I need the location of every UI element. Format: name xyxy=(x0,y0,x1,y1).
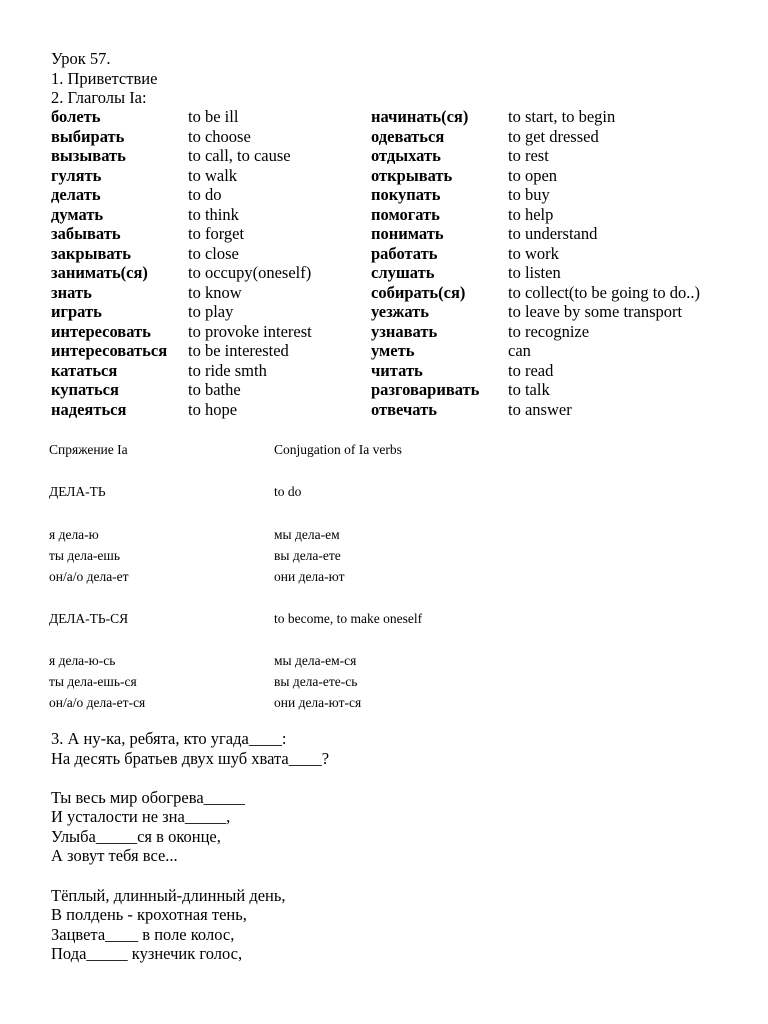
verb1-singular-3: он/а/о дела-ет xyxy=(49,569,129,584)
vocab-ru-right: отдыхать xyxy=(371,146,441,165)
riddle2-line4: А зовут тебя все... xyxy=(51,846,178,865)
vocab-en-right: can xyxy=(508,341,531,360)
vocab-en-left: to know xyxy=(188,282,242,302)
vocab-ru-left: думать xyxy=(51,204,104,224)
vocab-row xyxy=(51,361,741,381)
vocab-en-left: to hope xyxy=(188,399,238,419)
vocab-en-right: to buy xyxy=(508,185,550,204)
section-greeting: 1. Приветствие xyxy=(51,69,158,88)
verb2-singular-2: ты дела-ешь-ся xyxy=(49,674,137,689)
vocabulary-table xyxy=(51,107,741,419)
verb1-singular-1: я дела-ю xyxy=(49,527,99,542)
vocab-ru-right: одеваться xyxy=(371,126,445,146)
vocab-row xyxy=(51,224,741,244)
vocab-ru-left: гулять xyxy=(51,165,102,185)
vocab-row xyxy=(51,341,741,361)
lesson-title: Урок 57. xyxy=(51,49,111,68)
vocab-en-left: to forget xyxy=(188,224,245,243)
verb1-translation: to do xyxy=(274,484,302,499)
vocab-row xyxy=(51,380,741,400)
vocab-ru-right: начинать(ся) xyxy=(371,107,469,126)
section-verbs-heading: 2. Глаголы Ia: xyxy=(51,88,147,107)
verb2-translation: to become, to make oneself xyxy=(274,611,423,626)
vocab-en-left: to play xyxy=(188,302,234,321)
vocab-en-right: to rest xyxy=(508,146,549,165)
vocab-ru-right: слушать xyxy=(371,263,435,282)
vocab-en-left: to choose xyxy=(188,126,251,146)
vocab-ru-left: интересовать xyxy=(51,321,151,341)
vocab-row xyxy=(51,107,741,127)
verb1-singular-2: ты дела-ешь xyxy=(49,548,120,563)
vocab-en-right: to read xyxy=(508,360,554,380)
vocab-ru-left: занимать(ся) xyxy=(51,263,148,282)
vocab-ru-right: помогать xyxy=(371,204,440,224)
vocab-ru-left: играть xyxy=(51,302,102,321)
vocab-ru-left: надеяться xyxy=(51,399,127,419)
vocab-ru-right: покупать xyxy=(371,185,441,204)
vocab-en-left: to walk xyxy=(188,165,238,185)
vocab-ru-right: разговаривать xyxy=(371,380,480,399)
verb1-plural-1: мы дела-ем xyxy=(274,527,340,542)
vocab-ru-left: интересоваться xyxy=(51,341,168,360)
vocab-en-right: to answer xyxy=(508,399,572,419)
vocab-ru-right: собирать(ся) xyxy=(371,282,466,302)
riddle1-line2: На десять братьев двух шуб хвата____? xyxy=(51,749,330,768)
vocab-ru-right: читать xyxy=(371,360,423,380)
vocab-row xyxy=(51,205,741,225)
vocab-row xyxy=(51,322,741,342)
verb2-singular-3: он/а/о дела-ет-ся xyxy=(49,695,146,710)
vocab-ru-right: работать xyxy=(371,243,438,263)
vocab-row xyxy=(51,244,741,264)
conjugation-title-en: Conjugation of Ia verbs xyxy=(274,442,402,457)
vocab-en-right: to understand xyxy=(508,224,598,243)
vocab-row xyxy=(51,166,741,186)
vocab-en-right: to help xyxy=(508,204,554,224)
conjugation-title-ru: Спряжение Ia xyxy=(49,442,128,457)
vocab-ru-left: закрывать xyxy=(51,243,132,263)
vocab-en-right: to get dressed xyxy=(508,126,599,146)
verb1-plural-2: вы дела-ете xyxy=(274,548,341,563)
vocab-en-right: to start, to begin xyxy=(508,107,616,126)
riddle3-line1: Тёплый, длинный-длинный день, xyxy=(51,886,286,905)
vocab-row xyxy=(51,263,741,283)
verb2-plural-1: мы дела-ем-ся xyxy=(274,653,357,668)
vocab-ru-left: кататься xyxy=(51,360,118,380)
vocab-en-left: to occupy(oneself) xyxy=(188,263,312,282)
vocab-en-left: to be ill xyxy=(188,107,239,126)
vocab-ru-right: уметь xyxy=(371,341,415,360)
vocab-en-left: to provoke interest xyxy=(188,321,312,341)
verb2-infinitive: ДЕЛА-ТЬ-СЯ xyxy=(49,611,129,626)
vocab-en-left: to close xyxy=(188,243,239,263)
vocab-en-right: to talk xyxy=(508,380,550,399)
vocab-en-left: to be interested xyxy=(188,341,289,360)
riddle3-line2: В полдень - крохотная тень, xyxy=(51,905,247,924)
verb2-plural-2: вы дела-ете-сь xyxy=(274,674,358,689)
vocab-row xyxy=(51,185,741,205)
vocab-ru-right: открывать xyxy=(371,165,453,185)
vocab-row xyxy=(51,302,741,322)
vocab-row xyxy=(51,146,741,166)
verb1-plural-3: они дела-ют xyxy=(274,569,345,584)
verb2-plural-3: они дела-ют-ся xyxy=(274,695,362,710)
vocab-en-left: to call, to cause xyxy=(188,146,291,165)
vocab-en-left: to bathe xyxy=(188,380,241,399)
vocab-en-left: to ride smth xyxy=(188,360,267,380)
riddle2-line2: И усталости не зна_____, xyxy=(51,807,231,826)
vocab-ru-left: болеть xyxy=(51,107,101,126)
vocab-ru-right: уезжать xyxy=(371,302,430,321)
riddle2-line1: Ты весь мир обогрева_____ xyxy=(51,788,245,807)
vocab-en-right: to work xyxy=(508,243,559,263)
riddle1-line1: 3. А ну-ка, ребята, кто угада____: xyxy=(51,729,287,748)
vocab-ru-left: забывать xyxy=(51,224,121,243)
vocab-en-right: to recognize xyxy=(508,321,590,341)
vocab-ru-right: отвечать xyxy=(371,399,437,419)
riddle2-line3: Улыба_____ся в оконце, xyxy=(51,827,221,846)
vocab-ru-left: выбирать xyxy=(51,126,125,146)
vocab-ru-right: понимать xyxy=(371,224,444,243)
vocab-ru-left: знать xyxy=(51,282,92,302)
vocab-en-right: to listen xyxy=(508,263,561,282)
vocab-en-right: to collect(to be going to do..) xyxy=(508,282,700,302)
vocab-en-left: to do xyxy=(188,185,222,204)
vocab-row xyxy=(51,400,741,420)
riddle3-line4: Пода_____ кузнечик голос, xyxy=(51,944,243,963)
vocab-ru-left: купаться xyxy=(51,380,119,399)
verb1-infinitive: ДЕЛА-ТЬ xyxy=(49,484,106,499)
vocab-row xyxy=(51,283,741,303)
vocab-ru-right: узнавать xyxy=(371,321,438,341)
vocab-ru-left: делать xyxy=(51,185,101,204)
vocab-en-right: to open xyxy=(508,165,558,185)
verb2-singular-1: я дела-ю-сь xyxy=(49,653,116,668)
vocab-en-right: to leave by some transport xyxy=(508,302,683,321)
riddle3-line3: Зацвета____ в поле колос, xyxy=(51,925,235,944)
vocab-row xyxy=(51,127,741,147)
vocab-en-left: to think xyxy=(188,204,239,224)
vocab-ru-left: вызывать xyxy=(51,146,126,165)
